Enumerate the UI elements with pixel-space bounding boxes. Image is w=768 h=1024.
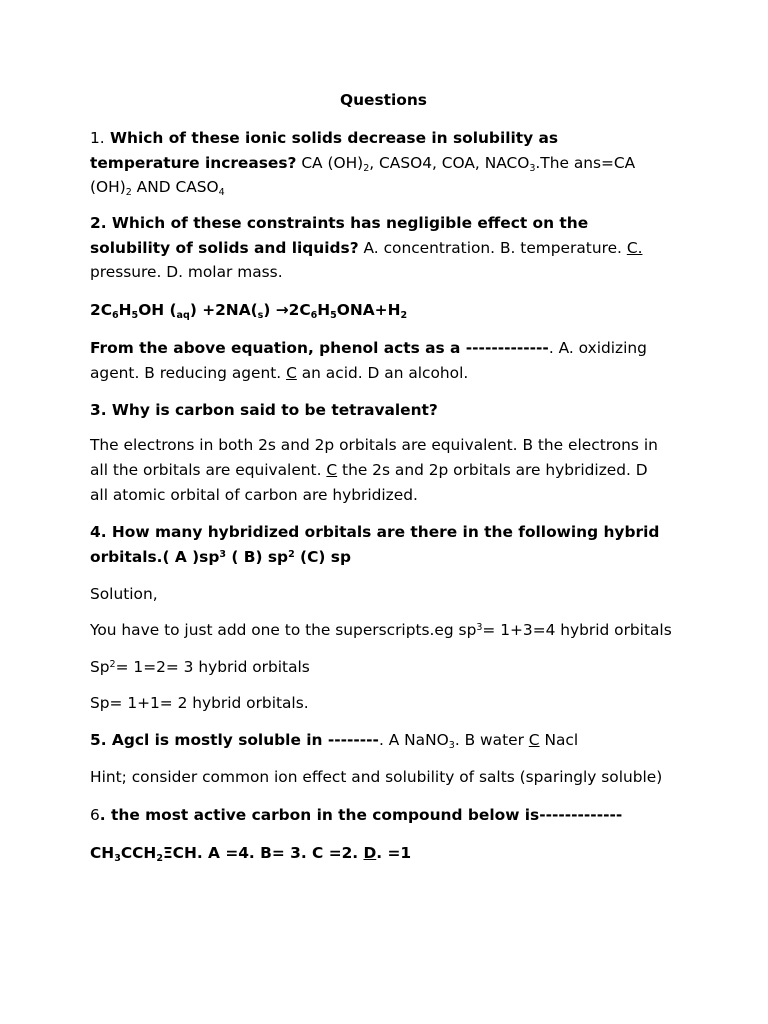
q1-line-2 — [90, 153, 635, 173]
q4-question-line-2: orbitals.( A )$sp^3$ ( B) $sp^2$ (C) sp — [90, 548, 351, 566]
q1-answer-a2: , CASO4, COA, NACO — [369, 154, 530, 172]
q1-question-b: temperature increases? — [90, 154, 297, 172]
q3-question: 3. Why is carbon said to be tetravalent? — [90, 401, 438, 419]
q3-option-c: C — [326, 461, 338, 479]
q1-sep: . — [99, 129, 105, 147]
q2-number: 2. — [90, 214, 107, 232]
equation-option-c: C — [286, 364, 297, 382]
q6-formula-line: $CH_3CCH_2\Xi CH$. A =4. B= 3. C =2. D. =1 — [90, 844, 412, 864]
q6-option-d: D — [363, 844, 377, 862]
q3-line-1: The electrons in both 2s and 2p orbitals are equivalent. B the electrons in — [90, 436, 658, 454]
q4-explanation-1: You have to just add one to the superscripts.eg $sp^3= 1+3=4$ hybrid orbitals — [90, 621, 672, 639]
q1-sub-1: 2 — [363, 162, 370, 174]
q5-hint: Hint; consider common ion effect and solubility of salts (sparingly soluble) — [90, 768, 663, 786]
q5-line: 5. Agcl is mostly soluble in --------. A NaNO$_3$. B water C Nacl — [90, 731, 579, 751]
q1-sub-3: 2 — [125, 186, 132, 198]
q4-explanation-3: Sp= 1+1= 2 hybrid orbitals. — [90, 694, 309, 712]
q5-question: . Agcl is mostly soluble in -------- — [100, 731, 379, 749]
equation-question: From the above equation, phenol acts as a ------------- — [90, 339, 549, 357]
q1-question-a: Which of these ionic solids decrease in solubility as — [104, 129, 559, 147]
q2-options: A. concentration. B. temperature. — [358, 239, 627, 257]
q6-question: 6. the most active carbon in the compound below is------------- — [90, 806, 623, 824]
q2-question-a: Which of these constraints has negligible effect on the — [106, 214, 589, 232]
q1-answer-a3: .The ans=CA — [535, 154, 636, 172]
q5-option-c: C — [528, 731, 540, 749]
q1-line-1 — [90, 128, 558, 148]
q3-line-3: all atomic orbital of carbon are hybridized. — [90, 486, 418, 504]
phenol-equation: $2C_6H_5OH$ $(_{aq}) +2NA(_s) \to 2C_6H_5ONA+H_2$ — [90, 301, 408, 321]
q1-number: 1 — [90, 129, 100, 147]
q2-option-c: C. — [626, 239, 643, 257]
q4-question-line-1: 4. How many hybridized orbitals are there in the following hybrid — [90, 523, 660, 541]
equation-question-line-1 — [90, 338, 647, 358]
q1-line-3 — [90, 177, 225, 197]
equation-question-line-2: agent. B reducing agent. C an acid. D an alcohol. — [90, 364, 469, 382]
q2-question-b: solubility of solids and liquids? — [90, 239, 359, 257]
q1-sub-2: 3 — [529, 162, 536, 174]
q3-line-2: all the orbitals are equivalent. C the 2s and 2p orbitals are hybridized. D — [90, 461, 648, 479]
q1-answer-b2: AND CASO — [131, 178, 219, 196]
q2-line-1 — [90, 213, 588, 233]
q2-line-3: pressure. D. molar mass. — [90, 263, 283, 281]
q1-answer-a1: CA (OH) — [296, 154, 364, 172]
q1-answer-b1: (OH) — [90, 178, 126, 196]
q2-line-2 — [90, 238, 642, 258]
q1-sub-4: 4 — [218, 186, 225, 198]
q4-solution-label: Solution, — [90, 585, 158, 603]
q4-explanation-2: $Sp^2= 1=2= 3$ hybrid orbitals — [90, 658, 310, 676]
page-title: Questions — [340, 91, 427, 109]
equation-option-a: . A. oxidizing — [548, 339, 647, 357]
